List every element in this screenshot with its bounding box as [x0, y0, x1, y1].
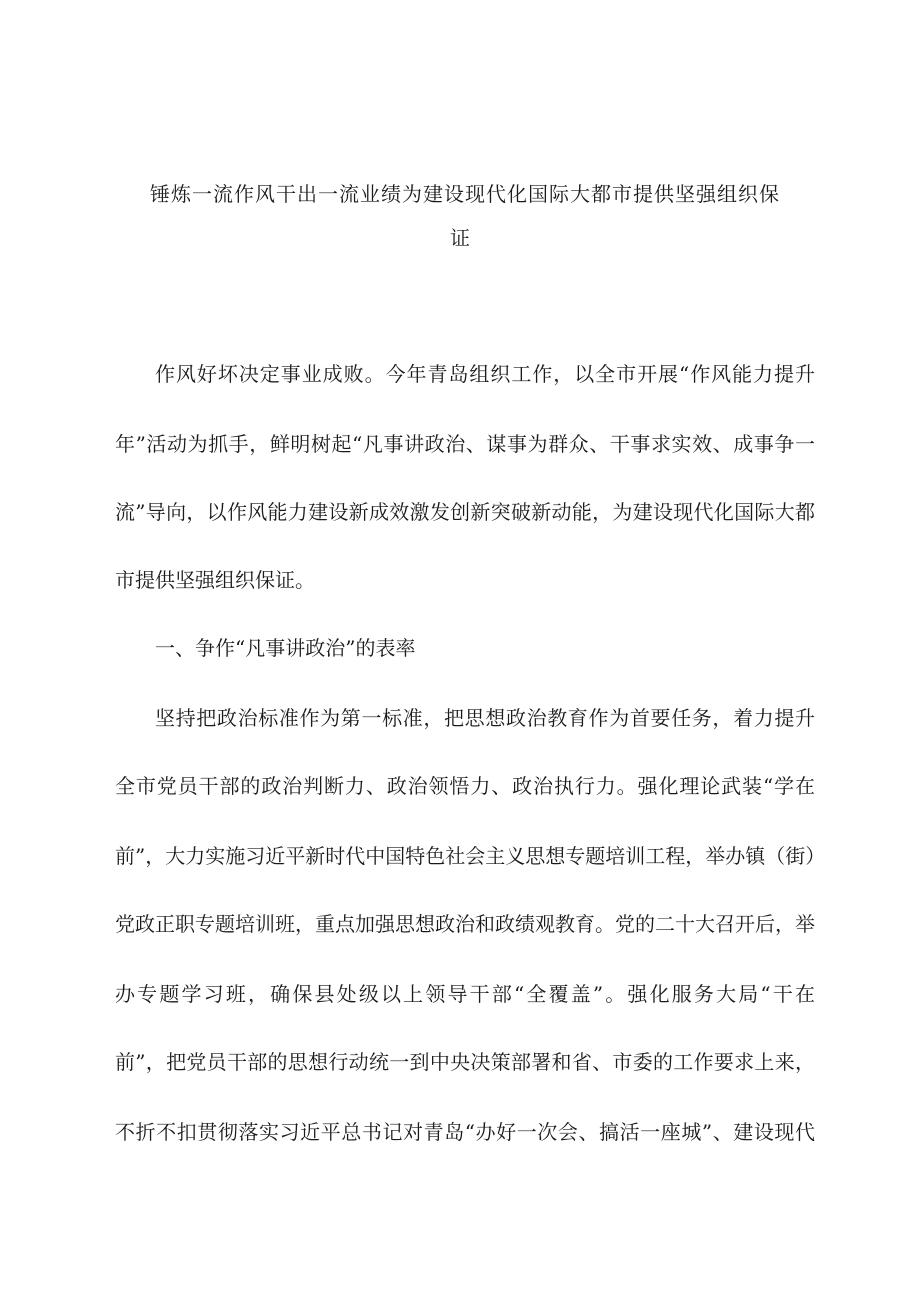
paragraph-1-line-2: 年”活动为抓手，鲜明树起“凡事讲政治、谋事为群众、干事求实效、成事争一: [115, 432, 815, 456]
paragraph-2-line-3: 前”，大力实施习近平新时代中国特色社会主义思想专题培训工程，举办镇（街）: [115, 844, 826, 868]
document-title-line-1: 锤炼一流作风干出一流业绩为建设现代化国际大都市提供坚强组织保: [150, 182, 780, 206]
paragraph-2-line-6: 前”，把党员干部的思想行动统一到中央决策部署和省、市委的工作要求上来，: [115, 1050, 815, 1074]
paragraph-2-line-7: 不折不扣贯彻落实习近平总书记对青岛“办好一次会、搞活一座城”、建设现代: [115, 1120, 815, 1144]
section-heading-1: 一、争作“凡事讲政治”的表率: [155, 636, 416, 660]
paragraph-1-line-3: 流”导向，以作风能力建设新成效激发创新突破新动能，为建设现代化国际大都: [115, 500, 815, 524]
paragraph-2-line-1: 坚持把政治标准作为第一标准，把思想政治教育作为首要任务，着力提升: [155, 706, 815, 730]
paragraph-1-line-4: 市提供坚强组织保证。: [115, 568, 315, 592]
paragraph-2-line-2: 全市党员干部的政治判断力、政治领悟力、政治执行力。强化理论武装“学在: [115, 774, 815, 798]
paragraph-2-line-5: 办专题学习班，确保县处级以上领导干部“全覆盖”。强化服务大局“干在: [115, 982, 815, 1006]
paragraph-2-line-4: 党政正职专题培训班，重点加强思想政治和政绩观教育。党的二十大召开后，举: [115, 912, 815, 936]
document-title-line-2: 证: [450, 226, 471, 250]
paragraph-1-line-1: 作风好坏决定事业成败。今年青岛组织工作，以全市开展“作风能力提升: [155, 362, 815, 386]
